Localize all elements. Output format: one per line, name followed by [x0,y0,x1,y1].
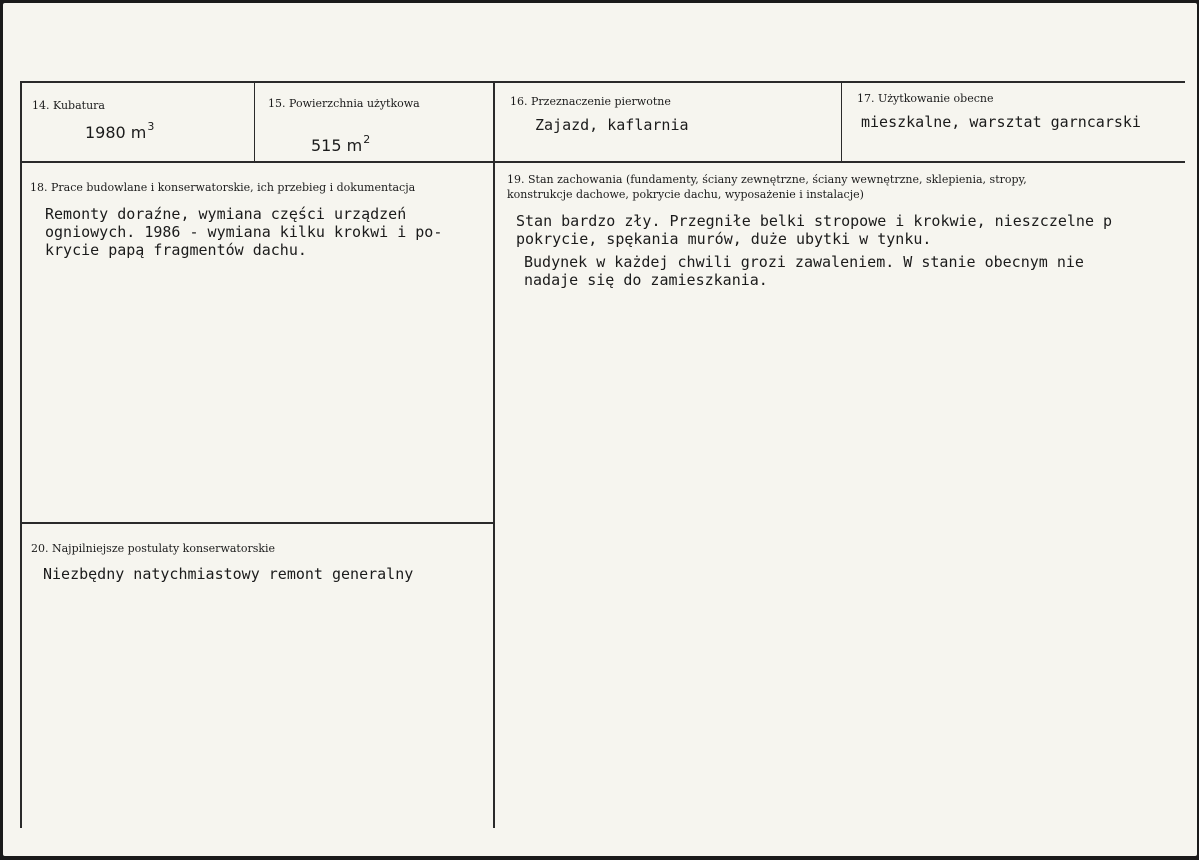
powierzchnia-label: 15. Powierzchnia użytkowa [268,97,420,110]
prace-label: 18. Prace budowlane i konserwatorskie, ich przebieg i dokumentacja [30,181,416,194]
postulaty-label: 20. Najpilniejsze postulaty konserwatorskie [31,542,276,555]
przeznaczenie-value: Zajazd, kaflarnia [535,116,689,134]
postulaty-value: Niezbędny natychmiastowy remont generalny [43,565,414,583]
kubatura-exponent: 3 [147,120,155,133]
stan-paragraph-1-line-2: pokrycie, spękania murów, duże ubytki w tynku. [516,230,932,248]
stan-label-line-1: 19. Stan zachowania (fundamenty, ściany zewnętrzne, ściany wewnętrzne, sklepienia, stropy, [507,173,1027,186]
powierzchnia-value [311,133,370,155]
stan-label-line-2: konstrukcje dachowe, pokrycie dachu, wyposażenie i instalacje) [507,188,864,201]
divider-16-17 [841,81,842,161]
main-vertical-divider [493,81,495,828]
prace-line-3: krycie papą fragmentów dachu. [45,241,307,259]
section-18-20-divider [20,522,494,524]
uzytkowanie-value: mieszkalne, warsztat garncarski [861,113,1141,131]
uzytkowanie-label: 17. Użytkowanie obecne [857,92,994,105]
kubatura-label: 14. Kubatura [32,99,105,112]
header-row-bottom-rule [20,161,1185,163]
top-rule [20,81,1185,83]
prace-line-1: Remonty doraźne, wymiana części urządzeń [45,205,407,223]
kubatura-number: 1980 m [85,123,147,142]
left-border [20,81,22,828]
przeznaczenie-label: 16. Przeznaczenie pierwotne [510,95,671,108]
record-card [3,3,1197,856]
powierzchnia-number: 515 m [311,136,363,155]
stan-paragraph-2-line-2: nadaje się do zamieszkania. [524,271,768,289]
stan-paragraph-2-line-1: Budynek w każdej chwili grozi zawaleniem. W stanie obecnym nie [524,253,1084,271]
kubatura-value [85,120,154,142]
prace-line-2: ogniowych. 1986 - wymiana kilku krokwi i po- [45,223,443,241]
divider-14-15 [254,81,255,163]
stan-paragraph-1-line-1: Stan bardzo zły. Przegniłe belki stropowe i krokwie, nieszczelne p [516,212,1113,230]
powierzchnia-exponent: 2 [363,133,371,146]
